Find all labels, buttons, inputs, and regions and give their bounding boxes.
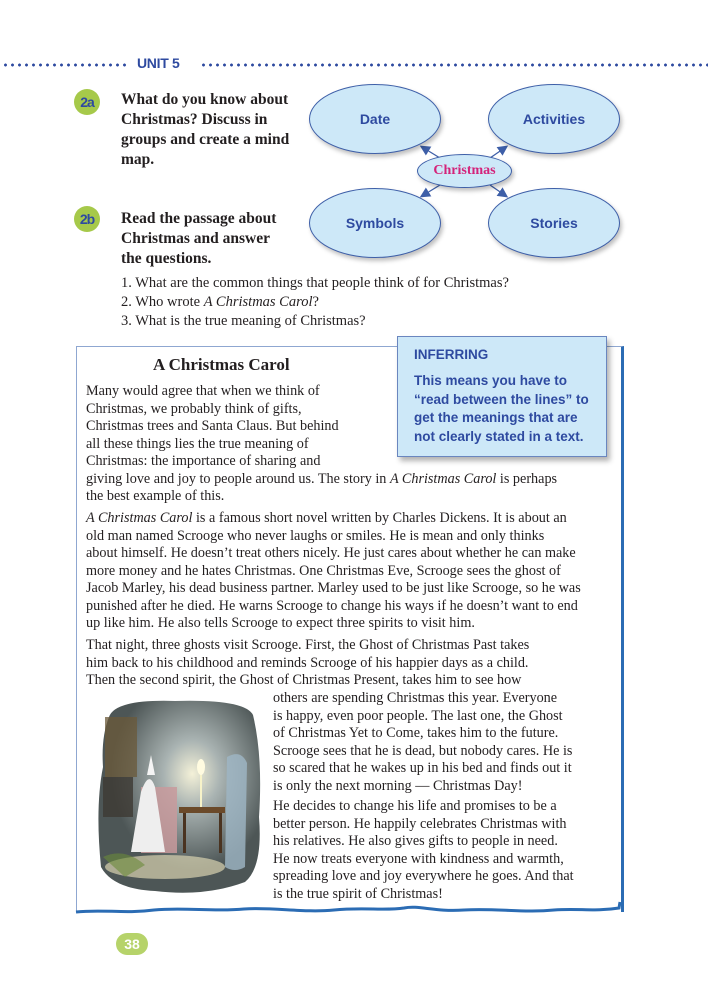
task-line: What do you know about: [121, 91, 289, 108]
candle-flame: [197, 759, 205, 775]
task-2a-instructions: [121, 90, 311, 170]
mind-map-center-christmas: Christmas: [417, 154, 512, 188]
inferring-title: INFERRING: [414, 347, 489, 362]
task-badge-2b: 2b: [74, 206, 100, 232]
task-line: Christmas? Discuss in: [121, 111, 268, 128]
task-line: Christmas and answer: [121, 230, 270, 247]
table-top: [179, 807, 225, 813]
mind-map-node-activities: Activities: [488, 84, 620, 154]
question-item: 3. What is the true meaning of Christmas?: [121, 313, 366, 329]
mind-map-node-symbols: Symbols: [309, 188, 441, 258]
task-line: groups and create a mind: [121, 131, 290, 148]
passage-paragraph-3-continued: others are spending Christmas this year. Everyone is happy, even poor people. The last one, the Ghost of Christmas Yet to Come, takes him to the future. Scrooge sees that he is dead, but nobody cares. He is so scared that he wakes up in his bed and finds out it is only the next morning — Christmas Day!: [273, 690, 573, 794]
arrow-to-symbols: [422, 185, 440, 196]
passage-paragraph-2: A Christmas Carol is a famous short novel written by Charles Dickens. It is about an old man named Scrooge who never laughs or smiles. He is mean and only thinks about himself. He doesn’t treat others nicely. He just cares about whether he can make more money and he hates Christmas. One Christmas Eve, Scrooge sees the ghost of Jacob Marley, his dead business partner. Marley used to be just like Scrooge, so he was punished after he died. He warns Scrooge to change his ways if he doesn’t want to end up like him. He also tells Scrooge to expect three spirits to visit him.: [86, 510, 581, 631]
dotted-divider-right: [200, 63, 708, 67]
mind-map-node-stories: Stories: [488, 188, 620, 258]
arrow-to-stories: [490, 185, 506, 196]
inferring-tip-box: [397, 336, 607, 457]
mind-map: [300, 82, 630, 272]
passage-paragraph-3: That night, three ghosts visit Scrooge. First, the Ghost of Christmas Past takes him back to his childhood and reminds Scrooge of his happier days as a child. Then the second spirit, the Ghost of Christmas Present, takes him to see how: [86, 637, 530, 688]
unit-label: UNIT 5: [137, 55, 180, 71]
fireplace-mantel: [105, 717, 137, 777]
question-item: 2. Who wrote A Christmas Carol?: [121, 294, 319, 310]
dotted-divider-left: [2, 63, 130, 67]
passage-title: A Christmas Carol: [153, 355, 290, 374]
passage-paragraph-4: He decides to change his life and promises to be a better person. He happily celebrates Christmas with his relatives. He also gives gifts to people in need. He now treats everyone with kindness and warmth, spreading love and joy everywhere he goes. And that is the true spirit of Christmas!: [273, 798, 574, 902]
task-badge-2a: 2a: [74, 89, 100, 115]
page-number: 38: [116, 933, 148, 955]
question-item: 1. What are the common things that people think of for Christmas?: [121, 275, 509, 291]
passage-paragraph-1: Many would agree that when we think of Christmas, we probably think of gifts, Christmas trees and Santa Claus. But behind all these things lies the true meaning of Christmas: the importance of sharing and giving love and joy to people around us. The story in A Christmas Carol is perhaps the best example of this.: [86, 383, 558, 504]
torn-edge-border: [74, 900, 624, 920]
inferring-text: This means you have to “read between the lines” to get the meanings that are not clearly stated in a text.: [414, 373, 589, 444]
unit-header: [0, 55, 711, 73]
task-2b-instructions: [121, 209, 311, 269]
mind-map-node-date: Date: [309, 84, 441, 154]
task-line: map.: [121, 151, 155, 168]
fireplace: [103, 777, 133, 817]
task-line: the questions.: [121, 250, 212, 267]
question-list: [121, 274, 509, 331]
ghost-of-marley: [225, 754, 247, 870]
task-line: Read the passage about: [121, 210, 277, 227]
scrooge-marley-illustration: [95, 697, 265, 897]
